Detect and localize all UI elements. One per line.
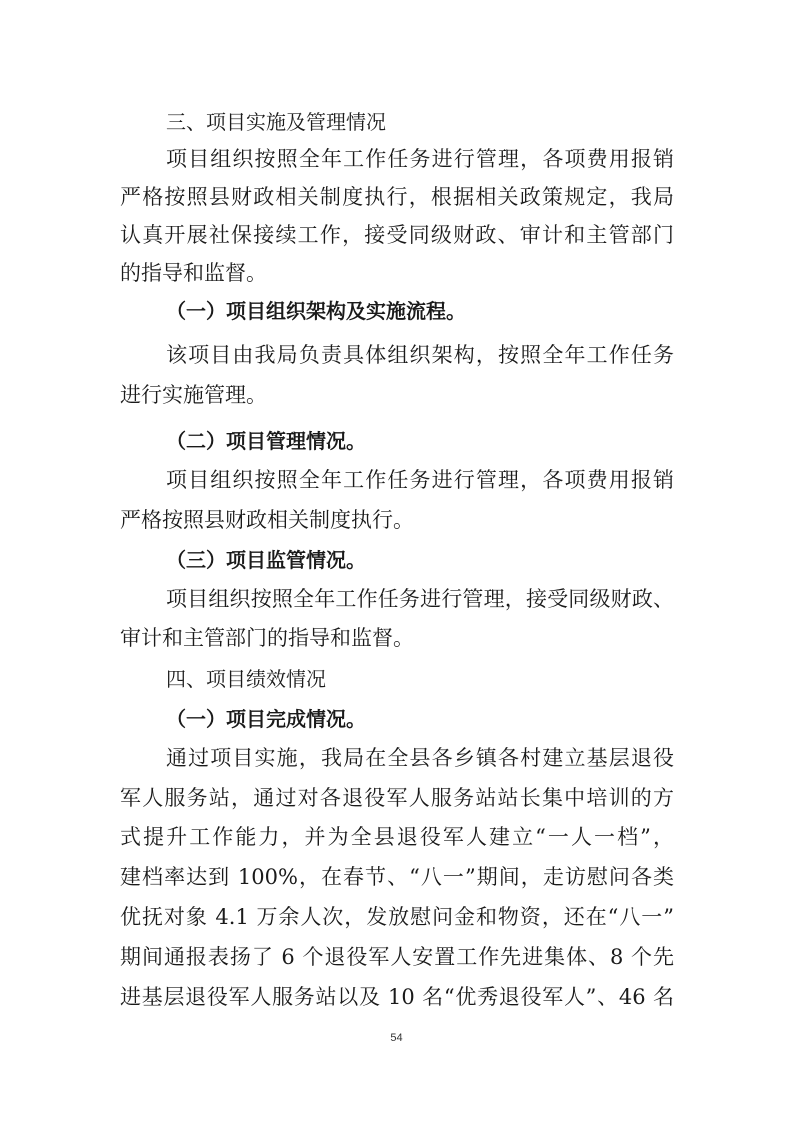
paragraph-line: 项目组织按照全年工作任务进行管理，各项费用报销: [166, 147, 674, 171]
paragraph-line: 优抚对象 4.1 万余人次，发放慰问金和物资，还在“八一”: [120, 905, 674, 929]
paragraph-line: 式提升工作能力，并为全县退役军人建立“一人一档”，: [120, 825, 674, 849]
paragraph-line: 进行实施管理。: [120, 383, 267, 407]
subsection-heading: （一）项目完成情况。: [166, 707, 366, 731]
paragraph-line: 建档率达到 100%，在春节、“八一”期间，走访慰问各类: [120, 865, 674, 889]
section-heading: 四、项目绩效情况: [166, 667, 326, 691]
section-heading: 三、项目实施及管理情况: [166, 110, 386, 134]
paragraph-line: 的指导和监督。: [120, 261, 267, 285]
subsection-heading: （二）项目管理情况。: [166, 429, 366, 453]
paragraph-line: 认真开展社保接续工作，接受同级财政、审计和主管部门: [120, 223, 674, 247]
paragraph-line: 项目组织按照全年工作任务进行管理，各项费用报销: [166, 468, 674, 492]
paragraph-line: 该项目由我局负责具体组织架构，按照全年工作任务: [166, 343, 674, 367]
paragraph-line: 严格按照县财政相关制度执行。: [120, 508, 414, 532]
paragraph-line: 期间通报表扬了 6 个退役军人安置工作先进集体、8 个先: [120, 945, 674, 969]
paragraph-line: 审计和主管部门的指导和监督。: [120, 626, 414, 650]
paragraph-line: 进基层退役军人服务站以及 10 名“优秀退役军人”、46 名: [120, 985, 674, 1009]
page-number: 54: [390, 1032, 403, 1044]
paragraph-line: 军人服务站，通过对各退役军人服务站站长集中培训的方: [120, 786, 674, 810]
paragraph-line: 通过项目实施，我局在全县各乡镇各村建立基层退役: [166, 746, 674, 770]
paragraph-line: 项目组织按照全年工作任务进行管理，接受同级财政、: [166, 587, 674, 611]
subsection-heading: （一）项目组织架构及实施流程。: [166, 299, 466, 323]
paragraph-line: 严格按照县财政相关制度执行，根据相关政策规定，我局: [120, 185, 674, 209]
subsection-heading: （三）项目监管情况。: [166, 548, 366, 572]
